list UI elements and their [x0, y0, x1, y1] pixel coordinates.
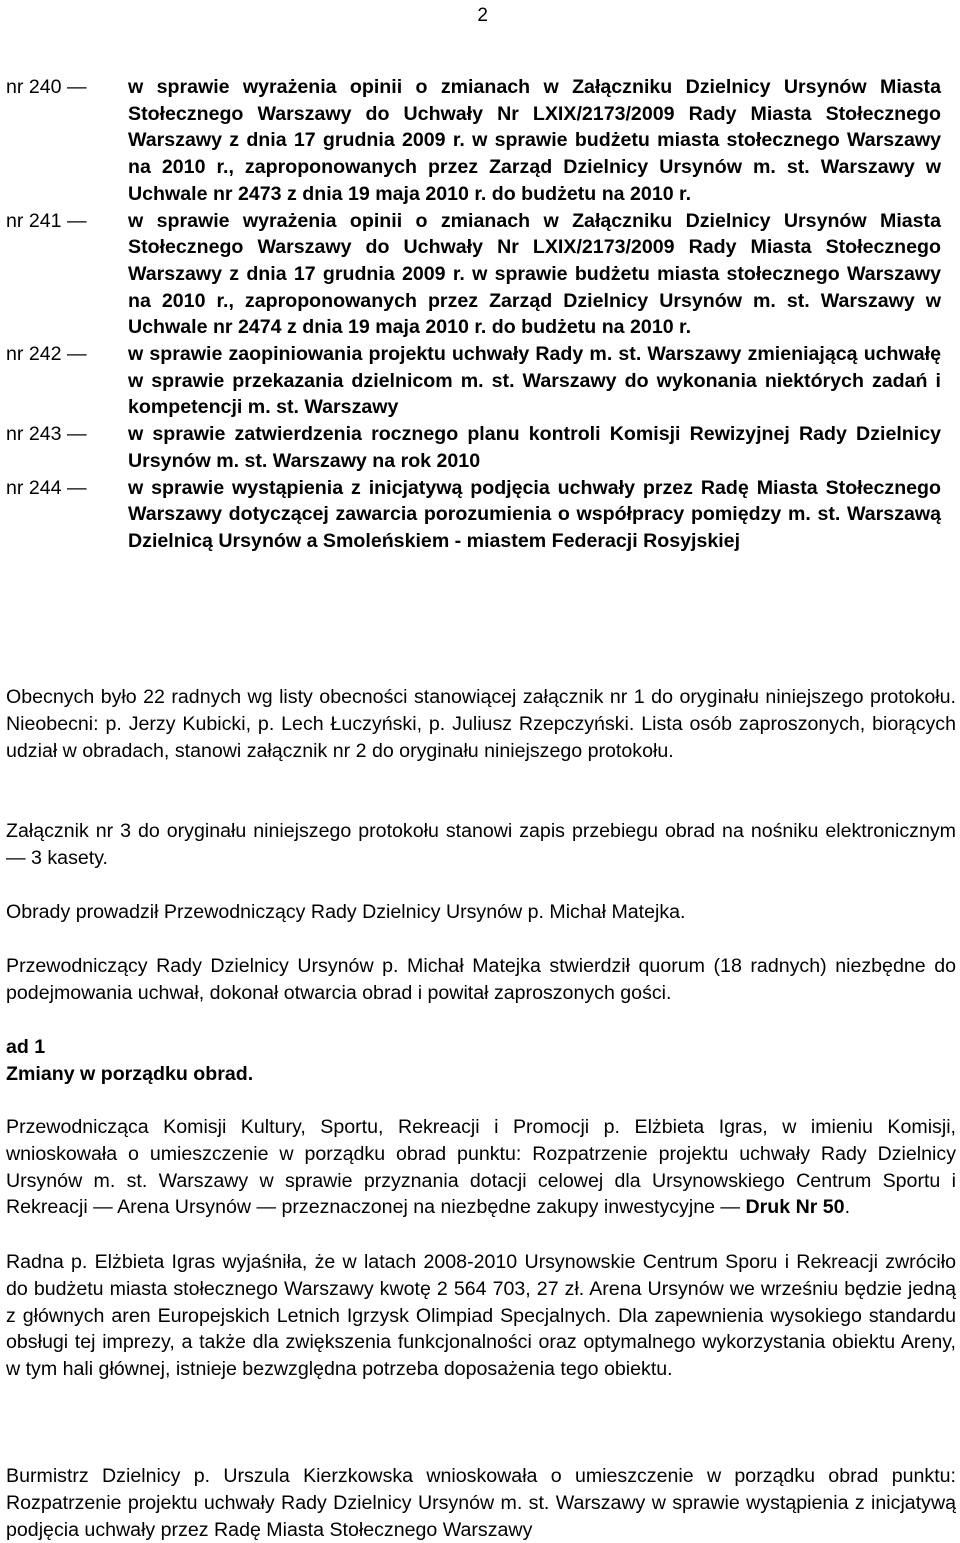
subject-line: pomiędzy m. st. Warszawą Dzielnicą Ursynów a Smoleńskiem - miastem [128, 503, 941, 552]
subject-line: przez Zarząd Dzielnicy Ursynów m. st. Warszawy w Uchwale nr 2474 [128, 289, 941, 339]
ad1-label: ad 1 [6, 1036, 46, 1058]
explanation-paragraph: Radna p. Elżbieta Igras wyjaśniła, że w latach 2008-2010 Ursynowskie Centrum Sporu i Rekreacji zwróciło do budżetu miasta stołecznego Warszawy kwotę 2 564 703, 27 zł. Arena Ursynów we wrześniu będzie jedną z głównych aren Europejskich Letnich Igrzysk Olimpiad Specjalnych. Dla zapewnienia wysokiego standardu obsługi tej imprezy, a także dla zwiększenia funkcjonalności oraz optymalnego wykorzystania obiektu Areny, w tym hali głównej, istnieje bezwzględna potrzeba doposażenia tego obiektu. [6, 1251, 956, 1381]
agenda-item-242 [6, 341, 941, 421]
subject-line: budżetu miasta stołecznego Warszawy na 2010 r., zaproponowanych [128, 129, 941, 179]
motion-igras-paragraph [6, 1114, 956, 1221]
motion-kierzkowska-paragraph: Burmistrz Dzielnicy p. Urszula Kierzkowska wnioskowała o umieszczenie w porządku obrad punktu: Rozpatrzenie projektu uchwały Rady Dzielnicy Ursynów m. st. Warszawy w sprawie wystąpienia z inicjatywą podjęcia uchwały przez Radę Miasta Stołecznego Warszawy [6, 1465, 956, 1541]
agenda-number: nr 241 ― [6, 209, 87, 232]
agenda-number: nr 243 ― [6, 423, 87, 446]
agenda-subject [128, 74, 941, 208]
druk-number: Druk Nr 50 [745, 1196, 845, 1219]
agenda-subject [128, 208, 941, 342]
subject-line: przez Zarząd Dzielnicy Ursynów m. st. Warszawy w Uchwale nr 2473 [128, 156, 941, 205]
subject-line: do wykonania niektórych zadań i kompetencji m. st. Warszawy [128, 369, 941, 419]
agenda-item-243 [6, 421, 941, 474]
subject-line: Federacji Rosyjskiej [551, 529, 741, 552]
subject-line: w sprawie zaopiniowania projektu uchwały Rady m. st. Warszawy [128, 343, 742, 366]
subject-line: w sprawie wyrażenia opinii o zmianach w Załączniku Dzielnicy Ursynów [128, 209, 867, 232]
recording-paragraph: Załącznik nr 3 do oryginału niniejszego protokołu stanowi zapis przebiegu obrad na nośniku elektronicznym ― 3 kasety. [6, 820, 956, 869]
agenda-item-240 [6, 74, 941, 208]
subject-line: w sprawie wyrażenia opinii o zmianach w Załączniku Dzielnicy Ursynów [128, 76, 867, 98]
agenda-list [6, 74, 941, 555]
subject-line: w sprawie wystąpienia z inicjatywą podjęcia uchwały przez Radę Miasta [128, 476, 818, 499]
subject-line: Miasta Stołecznego Warszawy do Uchwały Nr LXIX/2173/2009 Rady [128, 76, 941, 125]
agenda-subject [128, 341, 941, 421]
ad1-heading: Zmiany w porządku obrad. [6, 1063, 254, 1085]
motion-text: Przewodnicząca Komisji Kultury, Sportu, Rekreacji i Promocji p. Elżbieta Igras, w imieniu Komisji, wnioskowała o umieszczenie w porządku obrad punktu: Rozpatrzenie projektu uchwały Rady Dzielnicy Ursynów m. st. Warszawy w sprawie przyznania dotacji celowej dla Ursynowskiego Centrum Sportu i Rekreacji ― Arena Ursynów ― przeznaczonej na niezbędne zakupy inwestycyjne ― [6, 1116, 956, 1219]
subject-line: zmieniającą uchwałę w sprawie przekazania dzielnicom m. st. Warszawy [128, 343, 942, 392]
quorum-paragraph: Przewodniczący Rady Dzielnicy Ursynów p. Michał Matejka stwierdził quorum (18 radnych) niezbędne do podejmowania uchwał, dokonał otwarcia obrad i powitał zaproszonych gości. [6, 955, 956, 1004]
agenda-number: nr 242 ― [6, 343, 87, 366]
subject-line: z dnia 19 maja 2010 r. do budżetu na 2010 r. [287, 316, 692, 339]
agenda-item-244 [6, 475, 941, 555]
motion-end: . [844, 1196, 851, 1219]
agenda-number: nr 240 ― [6, 76, 87, 98]
subject-line: Miasta Stołecznego Warszawy z dnia 17 grudnia 2009 r. w sprawie [128, 236, 941, 285]
agenda-subject [128, 421, 941, 474]
chair-paragraph: Obrady prowadził Przewodniczący Rady Dzielnicy Ursynów p. Michał Matejka. [6, 901, 686, 923]
page-number: 2 [477, 5, 488, 26]
subject-line: budżetu miasta stołecznego Warszawy na 2010 r., zaproponowanych [128, 262, 941, 312]
subject-line: Stołecznego Warszawy dotyczącej zawarcia porozumienia o współpracy [128, 476, 941, 526]
subject-line: z dnia 19 maja 2010 r. do budżetu na 2010 r. [287, 182, 692, 205]
subject-line: Miasta Stołecznego Warszawy z dnia 17 grudnia 2009 r. w sprawie [128, 102, 941, 152]
agenda-item-241 [6, 208, 941, 342]
attendance-paragraph: Obecnych było 22 radnych wg listy obecności stanowiącej załącznik nr 1 do oryginału niniejszego protokołu. Nieobecni: p. Jerzy Kubicki, p. Lech Łuczyński, p. Juliusz Rzepczyński. Lista osób zaproszonych, biorących udział w obradach, stanowi załącznik nr 2 do oryginału niniejszego protokołu. [6, 686, 956, 762]
subject-line: Rady Dzielnicy Ursynów m. st. Warszawy na rok 2010 [128, 423, 941, 472]
agenda-subject [128, 475, 941, 555]
subject-line: Miasta Stołecznego Warszawy do Uchwały Nr LXIX/2173/2009 Rady [128, 209, 941, 259]
agenda-number: nr 244 ― [6, 476, 87, 499]
subject-line: w sprawie zatwierdzenia rocznego planu kontroli Komisji Rewizyjnej [128, 423, 790, 446]
